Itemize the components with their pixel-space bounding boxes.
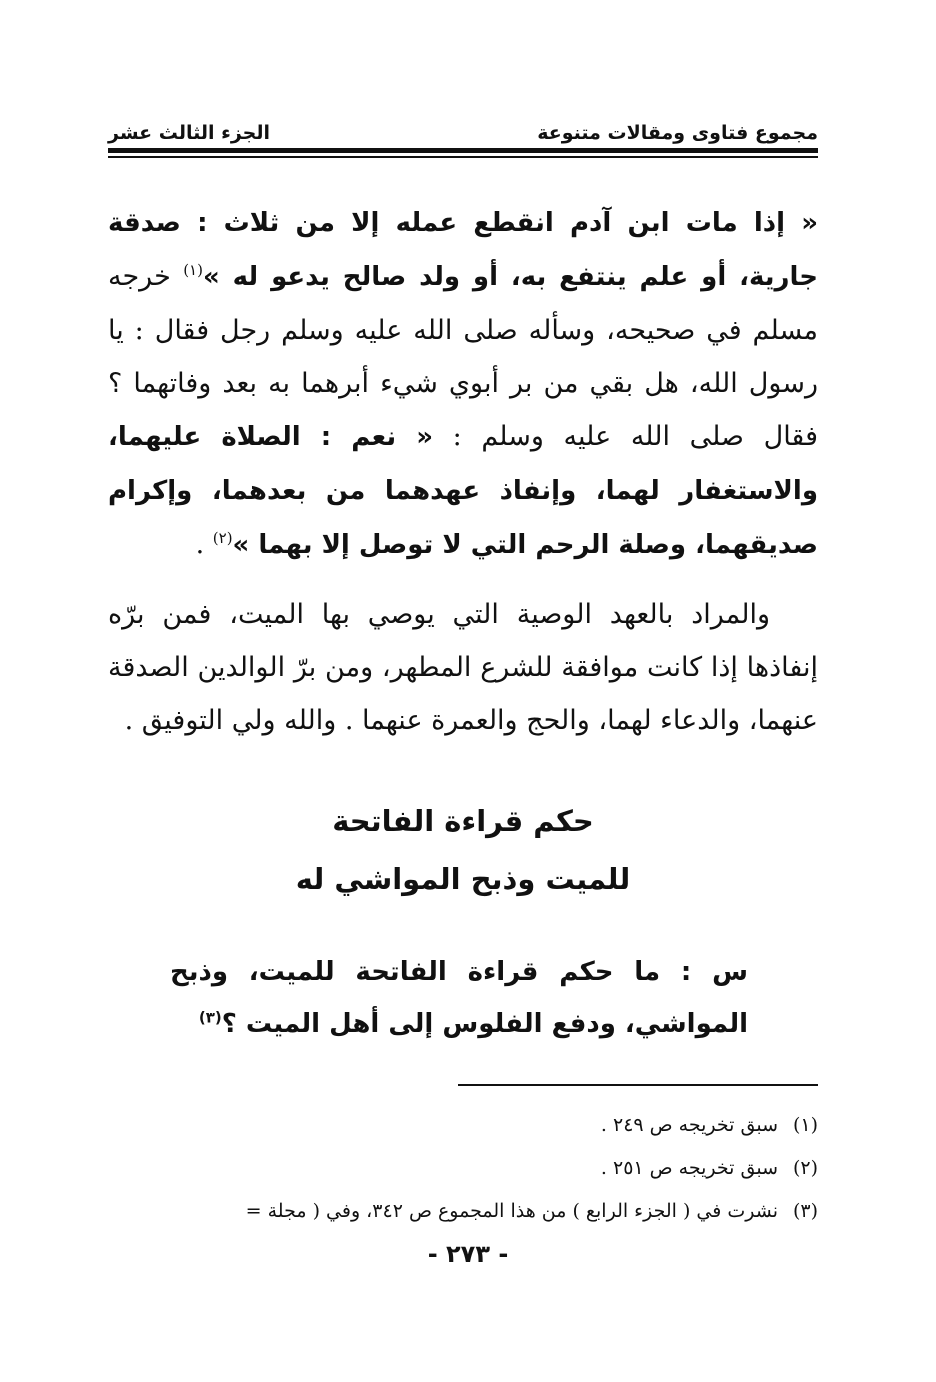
footnote-item [108,1104,818,1147]
running-header [108,114,818,144]
paragraph-end: . [195,529,213,560]
section-title-line-1: حكم قراءة الفاتحة [332,804,594,838]
hadith-quote-2: « نعم : الصلاة عليهما، والاستغفار لهما، وإنفاذ عهدهما من بعدهما، وإكرام صديقهما، وصلة الرحم التي لا توصل إلا بهما » [108,422,818,560]
paragraph-hadith [108,196,818,572]
section-title-line-2: للميت وذبح المواشي له [295,862,631,896]
footnote-item [108,1190,818,1233]
footnote-divider [458,1084,818,1086]
section-title [108,792,818,908]
book-title: مجموع فتاوى ومقالات متنوعة [537,122,818,144]
header-rule-thick [108,148,818,153]
footnotes [108,1104,818,1233]
question-paragraph [170,946,748,1050]
footnote-text: نشرت في ( الجزء الرابع ) من هذا المجموع ص ٣٤٢، وفي ( مجلة = [245,1200,778,1222]
page-number: - ٢٧٣ - [427,1240,509,1268]
question-text: س : ما حكم قراءة الفاتحة للميت، وذبح المواشي، ودفع الفلوس إلى أهل الميت ؟ [170,957,748,1039]
footnote-text: سبق تخريجه ص ٢٥١ . [600,1157,778,1179]
paragraph-text: خرجه مسلم في صحيحه، وسأله صلى الله عليه وسلم رجل فقال : يا رسول الله، هل بقي من بر أبوي شيء أبرهما به بعد وفاتهما ؟ فقال صلى الله عليه وسلم : [108,261,818,452]
hadith-quote-1: « إذا مات ابن آدم انقطع عمله إلا من ثلاث : صدقة جارية، أو علم ينتفع به، أو ولد صالح يدعو له » [108,208,819,292]
footnote-ref-2: (٢) [212,529,233,547]
footnote-ref-1: (١) [183,261,203,279]
footnote-text: سبق تخريجه ص ٢٤٩ . [600,1114,778,1136]
volume-label: الجزء الثالث عشر [108,122,271,144]
footnote-number: (٣) [792,1200,818,1222]
main-text [108,196,818,747]
header-rule-thin [108,156,818,158]
footnote-number: (١) [792,1114,818,1136]
footnote-ref-3: (٣) [198,1008,222,1027]
footnote-item [108,1147,818,1190]
paragraph-explanation: والمراد بالعهد الوصية التي يوصي بها الميت، فمن برّه إنفاذها إذا كانت موافقة للشرع المطهر، ومن برّ الوالدين الصدقة عنهما، والدعاء لهما، والحج والعمرة عنهما . والله ولي التوفيق . [108,599,818,736]
footnote-number: (٢) [792,1157,818,1179]
